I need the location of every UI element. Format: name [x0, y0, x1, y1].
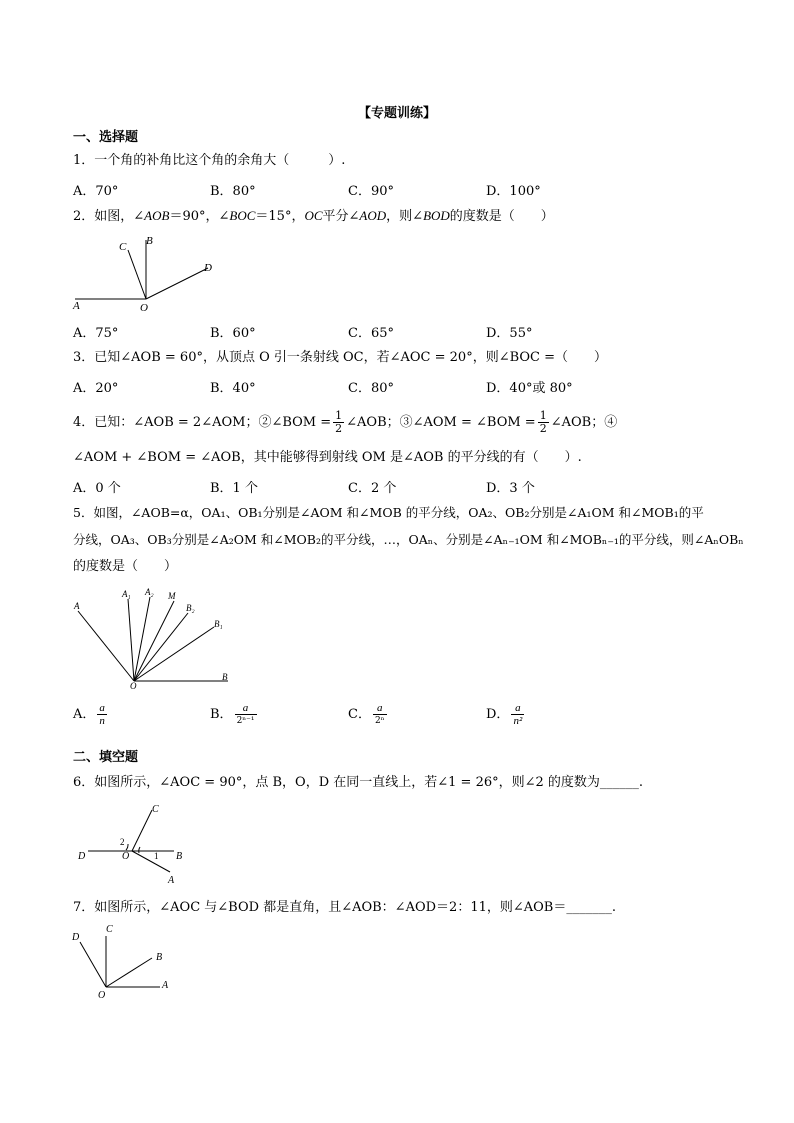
fraction-half-2: $\frac{1}{2}$ [539, 409, 547, 435]
q6-label-2: 2 [120, 837, 125, 847]
question-1-stem: 1．一个角的补角比这个角的余角大（ ）. [73, 153, 346, 168]
q5-option-a: A． $\frac{a}{n}$ [73, 702, 105, 727]
q2-label-b: B [146, 235, 153, 247]
q5-label-b1: B₁ [214, 619, 223, 629]
q1-option-c: C．90° [348, 184, 394, 199]
q7-label-c: C [106, 924, 113, 935]
q1-option-b: B．80° [210, 184, 256, 199]
q2-option-d: D．55° [486, 326, 533, 341]
q3-option-d: D．40°或 80° [486, 381, 573, 396]
q5-label-a2: A₂ [145, 587, 154, 597]
section-heading-fill: 二、填空题 [73, 750, 139, 765]
q6-label-b: B [176, 851, 183, 862]
question-7-stem: 7．如图所示，∠AOC 与∠BOD 都是直角，且∠AOB：∠AOD＝2：11，则∠AOB＝_______. [73, 900, 616, 915]
question-4-line-1: 4．已知：∠AOB = 2∠AOM；②∠BOM = $\frac{1}{2}$ ∠AOB；③∠AOM = ∠BOM = $\frac{1}{2}$ ∠AOB；④ [73, 409, 618, 435]
q2-label-d: D [204, 262, 212, 274]
q6-label-d: D [78, 851, 86, 862]
q5-label-o: O [130, 681, 137, 690]
q7-figure [68, 920, 188, 1005]
q5-label-b: B [222, 672, 228, 682]
section-heading-choice: 一、选择题 [73, 130, 139, 145]
q5-label-a1: A₁ [122, 589, 131, 599]
q7-label-d: D [72, 932, 80, 943]
q2-label-o: O [140, 302, 148, 314]
q1-option-a: A．70° [73, 184, 119, 199]
q2-label-c: C [119, 241, 127, 253]
q5-option-d: D． $\frac{a}{\text{n²}}$ [486, 702, 523, 727]
q4-option-a: A．0 个 [73, 481, 121, 496]
q4-option-b: B．1 个 [210, 481, 258, 496]
q2-option-c: C．65° [348, 326, 394, 341]
q2-option-a: A．75° [73, 326, 119, 341]
q6-figure [70, 798, 200, 888]
question-2-stem: 2．如图，∠AOB＝90°，∠BOC＝15°，OC平分∠AOD，则∠BOD的度数是（ ） [73, 208, 554, 224]
q2-label-a: A [73, 300, 80, 312]
q6-label-o: O [122, 851, 130, 862]
q5-label-m: M [168, 591, 176, 601]
q5-option-b: B． $\frac{a}{\text{2ⁿ⁻¹}}$ [210, 702, 255, 726]
question-6-stem: 6．如图所示，∠AOC = 90°，点 B，O，D 在同一直线上，若∠1 = 26°，则∠2 的度数为______. [73, 775, 644, 790]
page-title: 【专题训练】 [358, 106, 437, 121]
q6-label-c: C [152, 804, 159, 815]
q3-option-c: C．80° [348, 381, 394, 396]
question-5-line-3: 的度数是（ ） [73, 559, 178, 574]
q5-option-c: C． $\frac{a}{\text{2ⁿ}}$ [348, 702, 385, 726]
q7-label-a: A [162, 980, 169, 991]
fraction-half-1: $\frac{1}{2}$ [335, 409, 343, 435]
q4-option-d: D．3 个 [486, 481, 535, 496]
q7-label-o: O [98, 990, 106, 1001]
q1-option-d: D．100° [486, 184, 541, 199]
q7-label-b: B [156, 952, 163, 963]
question-5-line-1: 5．如图，∠AOB=α，OA₁、OB₁分别是∠AOM 和∠MOB 的平分线，OA₂、OB₂分别是∠A₁OM 和∠MOB₁的平 [73, 505, 704, 520]
question-5-line-2: 分线，OA₃、OB₃分别是∠A₂OM 和∠MOB₂的平分线，…，OAₙ、分别是∠Aₙ₋₁OM 和∠MOBₙ₋₁的平分线，则∠AₙOBₙ [73, 532, 744, 547]
q3-option-a: A．20° [73, 381, 119, 396]
q3-option-b: B．40° [210, 381, 256, 396]
q2-figure [70, 230, 230, 315]
question-3-stem: 3．已知∠AOB = 60°，从顶点 O 引一条射线 OC，若∠AOC = 20°，则∠BOC =（ ） [73, 350, 608, 365]
q6-label-a: A [168, 875, 175, 886]
q4-option-c: C．2 个 [348, 481, 397, 496]
q6-label-1: 1 [154, 851, 159, 861]
q2-option-b: B．60° [210, 326, 256, 341]
q5-label-a: A [74, 601, 80, 611]
q5-label-b2: B₂ [186, 603, 195, 613]
question-4-line-2: ∠AOM + ∠BOM = ∠AOB，其中能够得到射线 OM 是∠AOB 的平分线的有（ ）. [73, 450, 582, 465]
q5-figure [68, 585, 238, 690]
